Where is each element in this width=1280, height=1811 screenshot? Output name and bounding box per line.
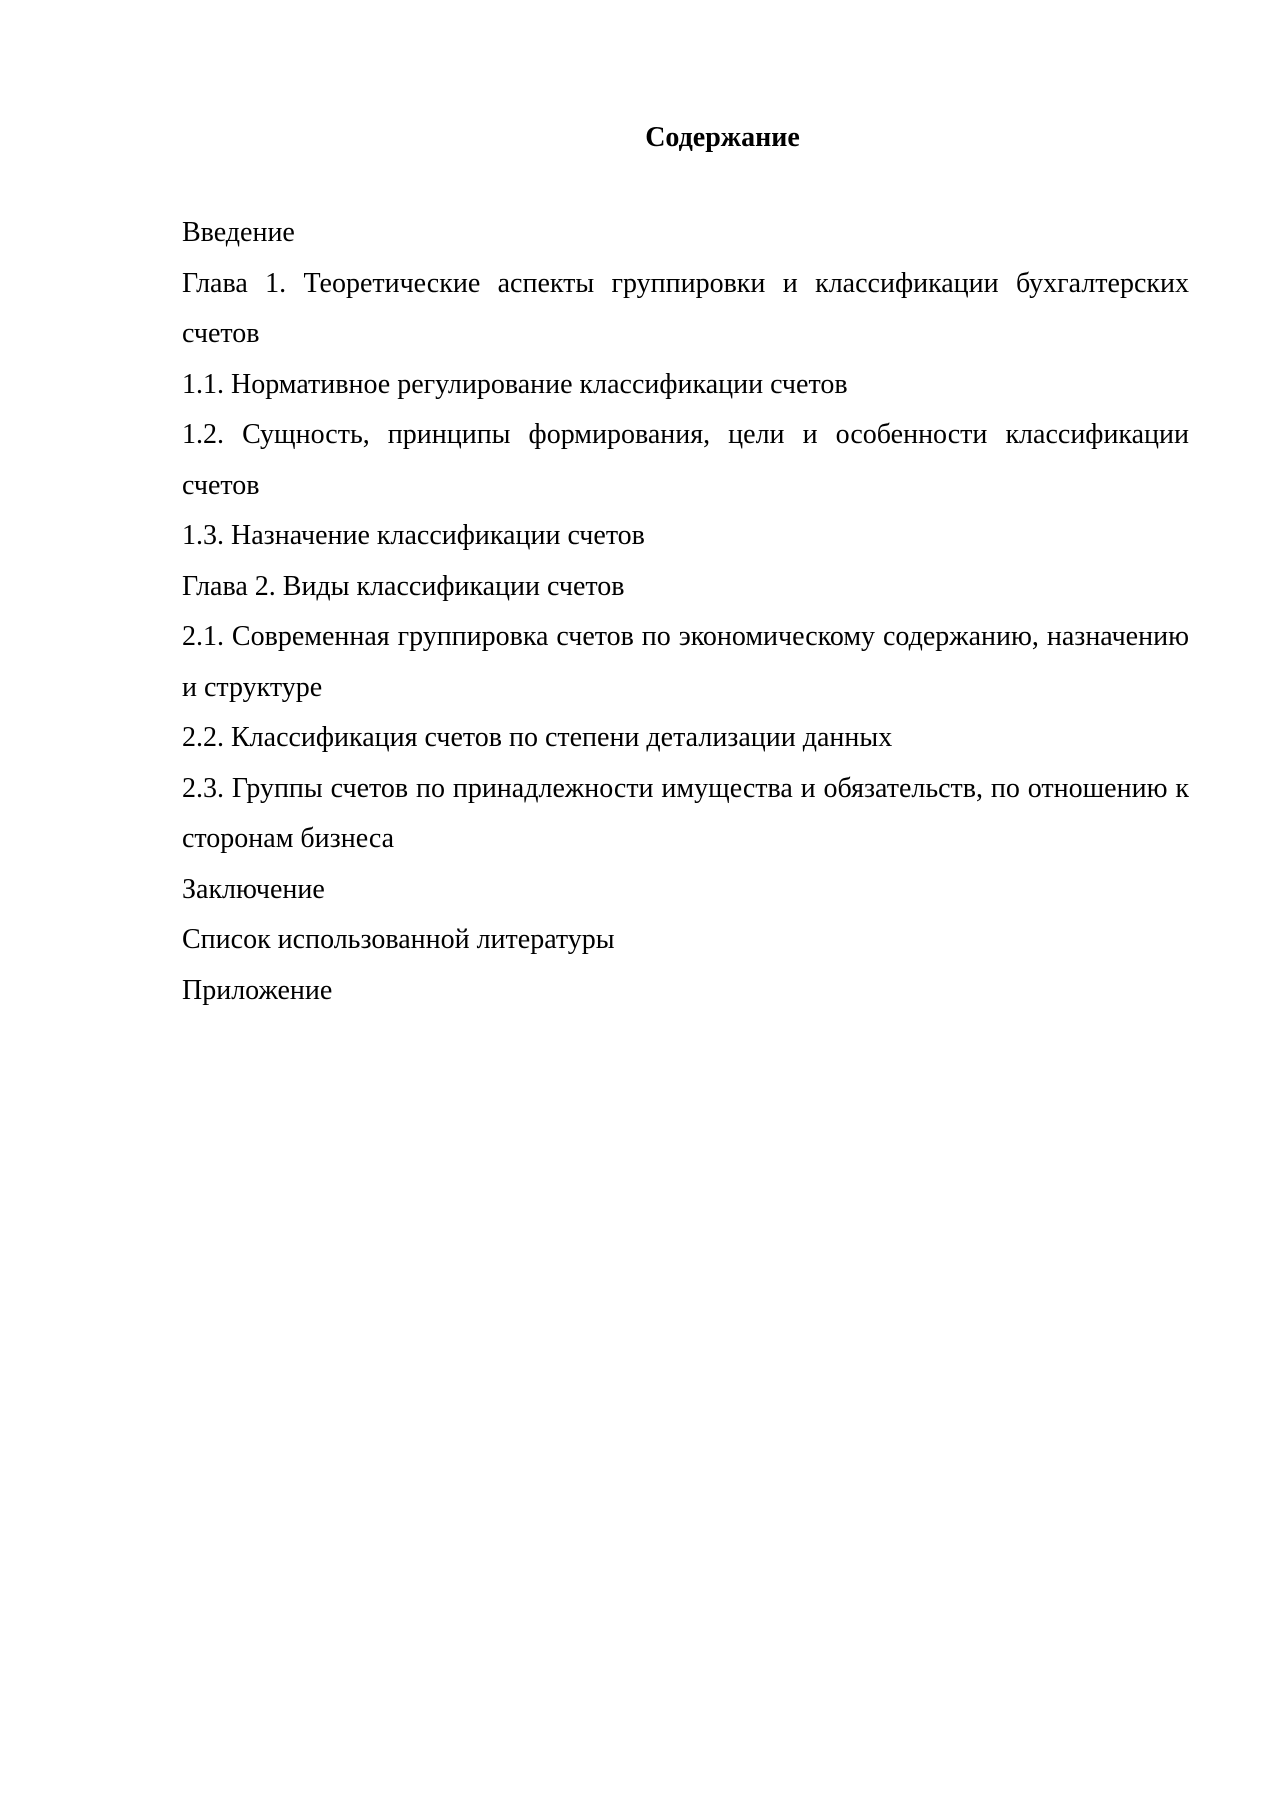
- toc-entry-conclusion: Заключение: [182, 873, 325, 905]
- toc-entry-1-2: 1.2. Сущность, принципы формирования, цели и особенности классификации счетов: [182, 419, 1189, 501]
- toc-entry-chapter-1: Глава 1. Теоретические аспекты группировки и классификации бухгалтерских счетов: [182, 267, 1189, 349]
- toc-entry-1-3: 1.3. Назначение классификации счетов: [182, 520, 645, 551]
- toc-entry-2-1: 2.1. Современная группировка счетов по экономическому содержанию, назначению и структуре: [182, 621, 1189, 703]
- toc-entry-1-1: 1.1. Нормативное регулирование классификации счетов: [182, 368, 848, 400]
- toc-entry-chapter-2: Глава 2. Виды классификации счетов: [182, 570, 625, 602]
- toc-entry-appendix: Приложение: [182, 974, 333, 1006]
- table-of-contents: [182, 208, 1189, 1016]
- page-title: Содержание: [645, 122, 800, 153]
- toc-entry-2-3: 2.3. Группы счетов по принадлежности имущества и обязательств, по отношению к сторонам бизнеса: [182, 772, 1189, 854]
- toc-entry-2-2: 2.2. Классификация счетов по степени детализации данных: [182, 722, 893, 753]
- toc-entry-introduction: Введение: [182, 217, 295, 248]
- toc-entry-bibliography: Список использованной литературы: [182, 924, 615, 955]
